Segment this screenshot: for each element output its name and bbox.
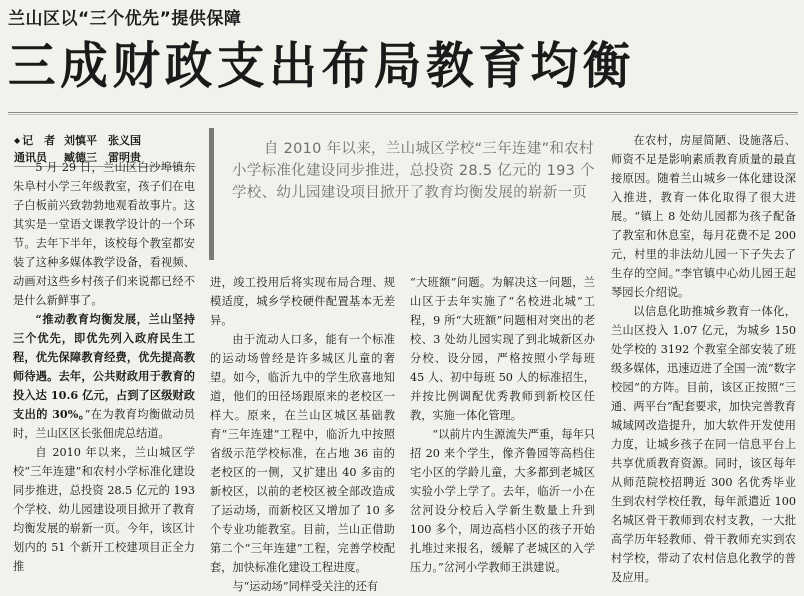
article-column-1 <box>13 158 195 576</box>
col2-paragraph-1: 进，竣工投用后将实现布局合理、规模适度，城乡学校硬件配置基本无差异。 <box>210 276 395 327</box>
col4-paragraph-2: 以信息化助推城乡教育一体化，兰山区投入 1.07 亿元，为城乡 150 处学校的 3192 个教室全部安装了班级多媒体，迅速迈进了全国一流“数字校园”的方阵。目前，该区正按照“三通、两平台”配套要求，加快完善教育城域网改造提升，加大软件开发使用力度，让城乡孩子在同一信息平台上共享优质教育资源。同时，该区每年从师范院校招聘近 300 名优秀毕业生到农村学校任教，每年派遣近 100 名城区骨干教师到农村支教，一大批高学历年轻教师、骨干教师充实到农村学校，带动了农村信息化教学的普及应用。 <box>611 305 796 584</box>
col3-paragraph-2: “以前片内生源流失严重，每年只招 20 来个学生，像齐鲁园等高档住宅小区的学龄儿童，大多都到老城区实验小学上学了。去年，临沂一小在岔河设分校后入学新生数量上升到 100 多个，周边高档小区的孩子开始扎堆过来报名，缓解了老城区的入学压力。”岔河小学教师王洪建说。 <box>410 428 595 574</box>
article-column-4 <box>611 131 796 587</box>
headline-rule-thin <box>8 114 798 115</box>
col4-paragraph-1: 在农村，房屋简陋、设施落后、师资不足是影响素质教育质量的最直接原因。随着兰山城乡一体化建设深入推进，教育一体化取得了很大进展。“镇上 8 处幼儿园都为孩子配备了教室和休息室，每月花费不足 200 元，村里的非法幼儿园一下子失去了生存的空间。”李官镇中心幼儿园王起琴园长介绍说。 <box>611 134 796 299</box>
reporter-label: 记 者 <box>22 134 56 147</box>
col1-paragraph-1: 5 月 29 日，兰山区白沙埠镇东朱阜村小学三年级教室，孩子们在电子白板前兴致勃勃地观看故事片。这其实是一堂语文课教学设计的一个环节。去年下半年，该校每个教室都安装了这种多媒体教学设备，看视频、动画对这些乡村孩子们来说都已经不是什么新鲜事了。 <box>13 161 195 307</box>
pull-quote-bar <box>209 128 214 260</box>
col1-quote-rest: ”在为教育均衡做动员时，兰山区区长张佃虎总结道。 <box>13 408 195 440</box>
col3-paragraph-1: “大班额”问题。为解决这一问题，兰山区于去年实施了“名校进北城”工程，9 所“大班额”问题相对突出的老校、3 处幼儿园实现了到北城新区办分校、设分园，严格按照小学每班 45 人、初中每班 50 人的标准招生，并按比例调配优秀教师到新校区任教，实施一体化管理。 <box>410 276 595 422</box>
headline: 三成财政支出布局教育均衡 <box>8 37 635 95</box>
correspondent-label: 通讯员 <box>14 151 47 164</box>
reporter-names: 刘慎平 张义国 <box>64 134 141 147</box>
col1-paragraph-3: 自 2010 年以来，兰山城区学校“三年连建”和农村小学标准化建设同步推进，总投资 28.5 亿元的 193 个学校、幼儿园建设项目掀开了教育均衡发展的崭新一页。今年，该区计划内的 51 个新开工校建项目正全力推 <box>13 446 195 573</box>
col2-paragraph-3: 与“运动场”同样受关注的还有 <box>232 580 379 593</box>
col2-paragraph-2: 由于流动人口多，能有一个标准的运动场曾经是许多城区儿童的奢望。如今，临沂九中的学生欣喜地知道，他们的田径场跟原来的老校区一样大。原来，在兰山区城区基础教育“三年连建”工程中，临沂九中按照省级示范学校标准，在占地 36 亩的老校区的一侧，又扩建出 40 多亩的新校区，以前的老校区被全部改造成了运动场，而新校区又增加了 10 多个专业功能教室。目前，兰山正借助第二个“三年连建”工程，完善学校配套，加快标准化建设工程进度。 <box>210 333 395 574</box>
pull-quote-text: 自 2010 年以来，兰山城区学校“三年连建”和农村小学标准化建设同步推进，总投资 28.5 亿元的 193 个学校、幼儿园建设项目掀开了教育均衡发展的崭新一页 <box>232 141 595 201</box>
correspondent-names: 臧德三 雷明贵 <box>64 151 141 164</box>
article-column-2 <box>210 273 395 596</box>
col1-paragraph-2 <box>13 310 195 443</box>
col1-quote-bold: “推动教育均衡发展，兰山坚持三个优先，即优先列入政府民生工程，优先保障教育经费，优先提高教师待遇。去年，公共财政用于教育的投入达 10.6 亿元，占到了区级财政支出的 30%。 <box>13 312 195 421</box>
article-column-3 <box>410 273 595 577</box>
pull-quote <box>209 128 602 260</box>
kicker-subtitle: 兰山区以“三个优先”提供保障 <box>8 9 242 29</box>
square-bullet-icon: ◆ <box>14 135 21 145</box>
headline-rule <box>8 112 798 113</box>
